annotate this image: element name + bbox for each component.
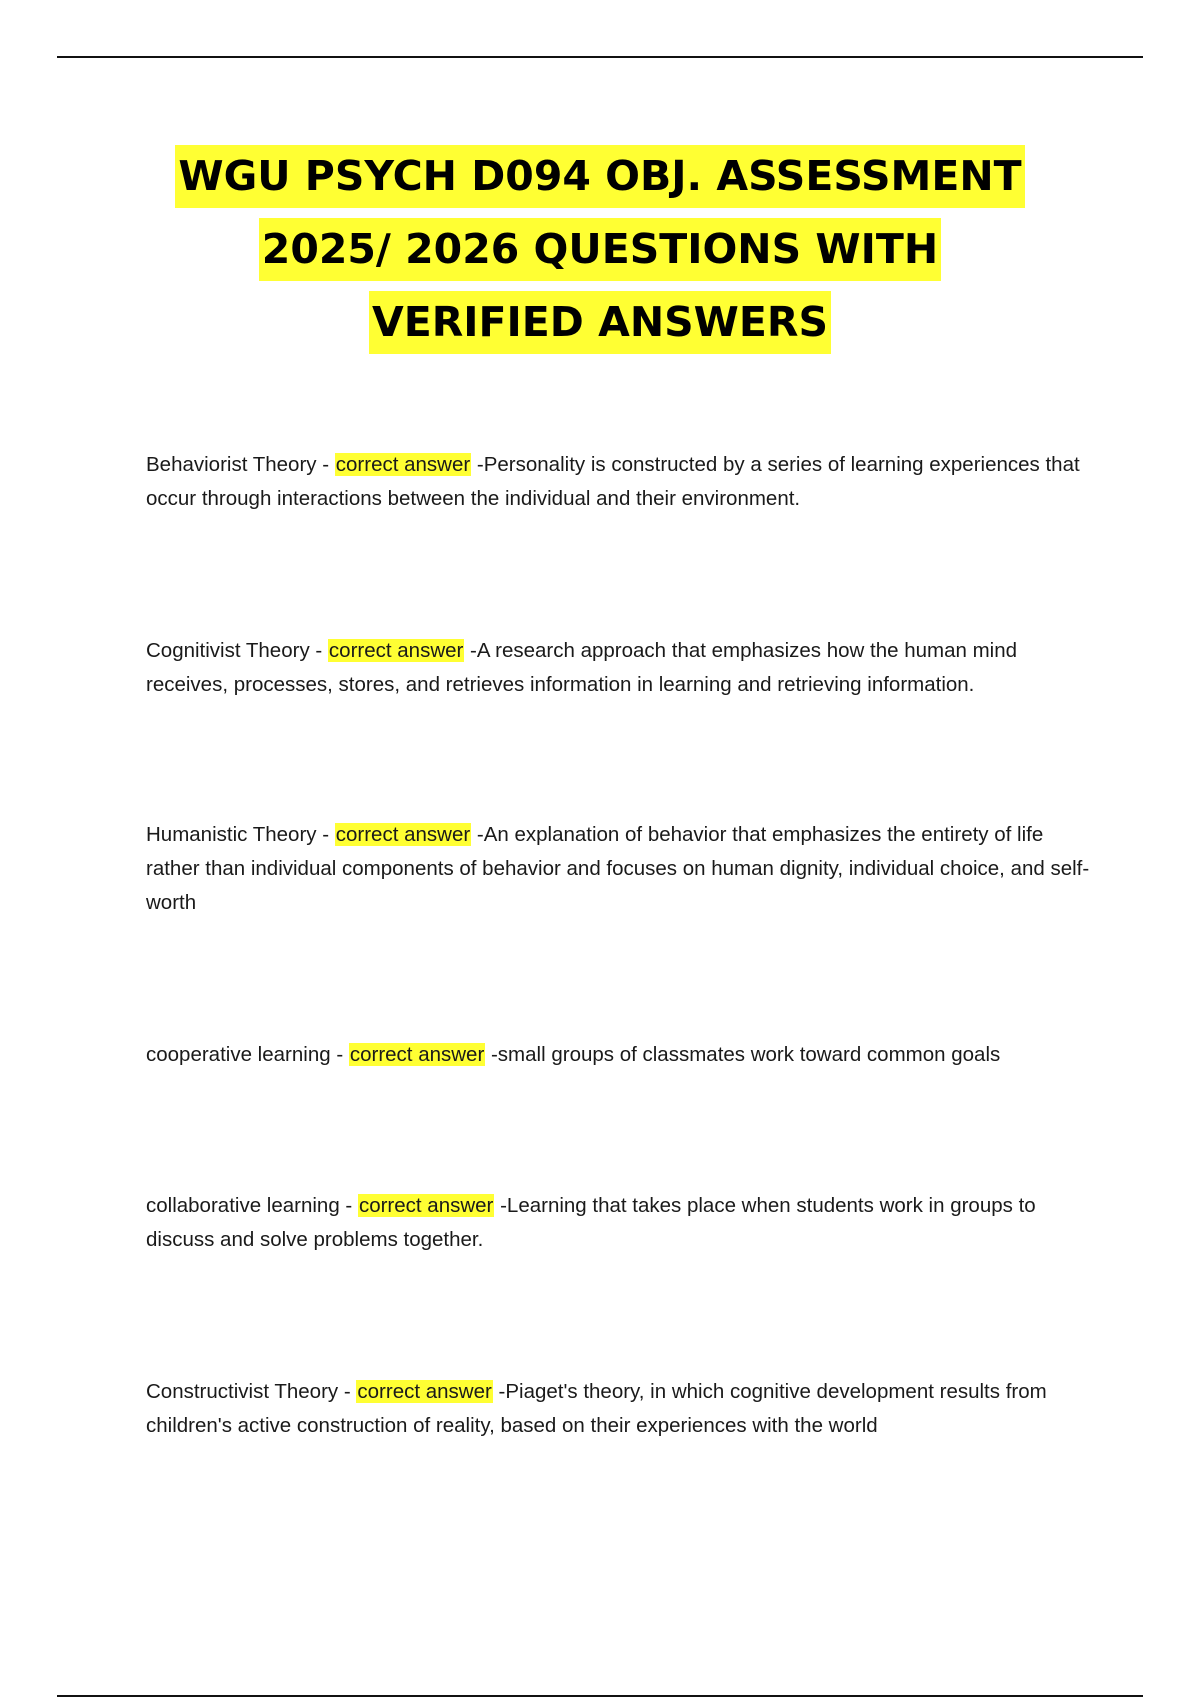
title-line-3: VERIFIED ANSWERS	[369, 291, 831, 354]
correct-answer-highlight: correct answer	[335, 452, 471, 476]
qa-item-cooperative-learning	[146, 1038, 1096, 1072]
document-title	[0, 140, 1200, 359]
definition: -Piaget's theory, in which cognitive development results from children's active construction of reality, based on their experiences with the world	[146, 1379, 1047, 1437]
term: cooperative learning -	[146, 1042, 349, 1066]
qa-item-collaborative-learning	[146, 1189, 1096, 1257]
title-line-1: WGU PSYCH D094 OBJ. ASSESSMENT	[175, 145, 1024, 208]
term: Constructivist Theory -	[146, 1379, 357, 1403]
definition: -A research approach that emphasizes how the human mind receives, processes, stores, and retrieves information in learning and retrieving information.	[146, 638, 1018, 696]
correct-answer-highlight: correct answer	[349, 1042, 485, 1066]
correct-answer-highlight: correct answer	[335, 822, 471, 846]
term: collaborative learning -	[146, 1193, 358, 1217]
term: Behaviorist Theory -	[146, 452, 335, 476]
qa-item-behaviorist	[146, 448, 1096, 516]
definition: -Learning that takes place when students work in groups to discuss and solve problems together.	[146, 1193, 1036, 1251]
definition: -small groups of classmates work toward common goals	[485, 1042, 1001, 1066]
term: Humanistic Theory -	[146, 822, 335, 846]
qa-item-cognitivist	[146, 634, 1096, 702]
term: Cognitivist Theory -	[146, 638, 328, 662]
definition: -Personality is constructed by a series of learning experiences that occur through interactions between the individual and their environment.	[146, 452, 1080, 510]
top-rule	[57, 56, 1143, 58]
qa-item-humanistic	[146, 818, 1096, 920]
correct-answer-highlight: correct answer	[357, 1379, 492, 1403]
definition: -An explanation of behavior that emphasizes the entirety of life rather than individual components of behavior and focuses on human dignity, individual choice, and self-worth	[146, 822, 1090, 914]
correct-answer-highlight: correct answer	[328, 638, 464, 662]
title-line-2: 2025/ 2026 QUESTIONS WITH	[259, 218, 941, 281]
qa-item-constructivist	[146, 1375, 1096, 1443]
bottom-rule	[57, 1695, 1143, 1697]
correct-answer-highlight: correct answer	[358, 1193, 494, 1217]
